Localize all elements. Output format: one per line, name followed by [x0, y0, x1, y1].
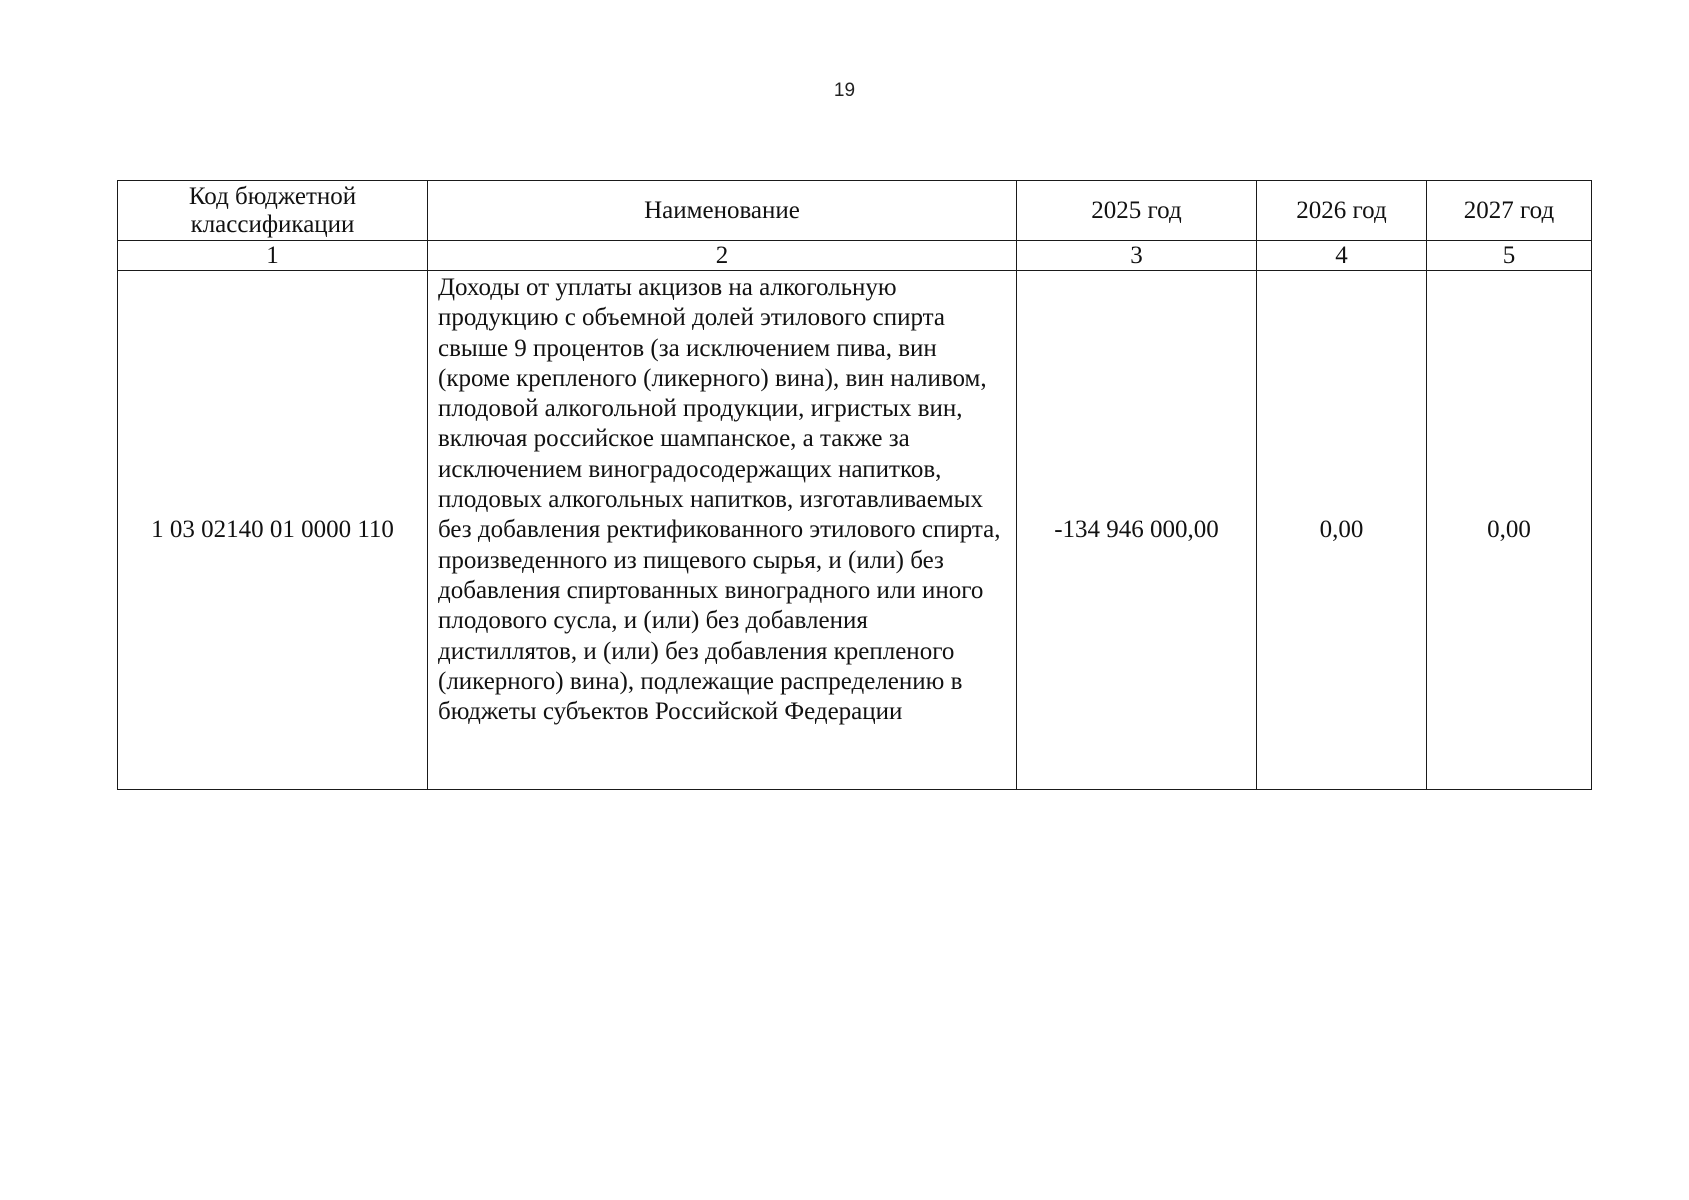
header-code: Код бюджетной классификации — [118, 181, 428, 241]
table-header-row — [118, 181, 1592, 241]
column-number: 2 — [428, 241, 1017, 271]
page-number: 19 — [833, 80, 856, 101]
table-row — [118, 271, 1592, 790]
income-name-cell: Доходы от уплаты акцизов на алкогольную продукцию с объемной долей этилового спирта свыше 9 процентов (за исключением пива, вин (кроме крепленого (ликерного) вина), вин наливом, плодовой алкогольной продукции, игристых вин, включая российское шампанское, а также за исключением виноградосодержащих напитков, плодовых алкогольных напитков, изготавливаемых без добавления ректификованного этилового спирта, произведенного из пищевого сырья, и (или) без добавления спиртованных виноградного или иного плодового сусла, и (или) без добавления дистиллятов, и (или) без добавления крепленого (ликерного) вина), подлежащие распределению в бюджеты субъектов Российской Федерации — [428, 271, 1017, 790]
amount-2027-cell: 0,00 — [1427, 271, 1592, 790]
budget-code-cell: 1 03 02140 01 0000 110 — [118, 271, 428, 790]
column-number-row — [118, 241, 1592, 271]
column-number: 3 — [1017, 241, 1257, 271]
amount-2025-cell: -134 946 000,00 — [1017, 271, 1257, 790]
header-year-2026: 2026 год — [1257, 181, 1427, 241]
column-number: 5 — [1427, 241, 1592, 271]
column-number: 4 — [1257, 241, 1427, 271]
column-number: 1 — [118, 241, 428, 271]
header-year-2027: 2027 год — [1427, 181, 1592, 241]
header-name: Наименование — [428, 181, 1017, 241]
header-year-2025: 2025 год — [1017, 181, 1257, 241]
budget-table — [117, 180, 1592, 790]
amount-2026-cell: 0,00 — [1257, 271, 1427, 790]
